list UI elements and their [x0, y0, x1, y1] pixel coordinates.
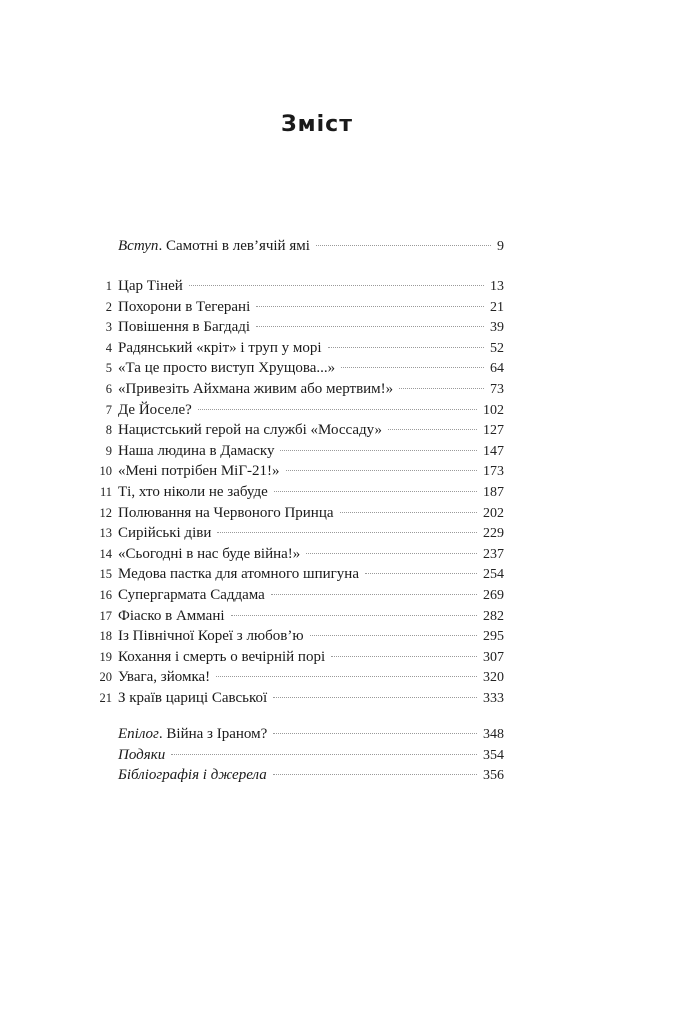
chapter-title: З країв цариці Савської	[118, 689, 268, 706]
chapter-number: 3	[105, 320, 112, 335]
chapter-number: 8	[105, 423, 112, 438]
backmatter-title-text: . Війна з Іраном?	[158, 726, 268, 742]
toc-chapter-row	[90, 626, 504, 647]
toc-chapter-row	[90, 482, 504, 503]
chapter-number: 14	[99, 546, 112, 561]
toc-page-number: 64	[490, 361, 504, 377]
toc-page-number: 348	[483, 727, 504, 742]
toc-chapter-row	[90, 317, 504, 338]
toc-page-number: 127	[483, 423, 504, 439]
toc-page-number: 39	[490, 320, 504, 336]
chapter-title: Цар Тіней	[118, 278, 183, 294]
chapter-number: 16	[99, 587, 112, 602]
dot-leader	[273, 732, 477, 734]
chapter-title: Кохання і смерть о вечірній порі	[118, 648, 326, 665]
toc-chapter-row	[90, 297, 504, 318]
toc-chapter-row	[90, 647, 504, 668]
toc-page-number: 354	[483, 747, 504, 763]
dot-leader	[316, 244, 491, 246]
toc-chapter-row	[90, 585, 504, 606]
toc-page-number: 13	[490, 279, 504, 294]
toc-page-number: 102	[483, 402, 504, 418]
chapter-number: 18	[99, 629, 112, 644]
chapter-number: 4	[105, 340, 112, 355]
toc-chapter-row	[90, 441, 504, 462]
chapter-title: Полювання на Червоного Принца	[118, 504, 334, 521]
page-title: Зміст	[281, 112, 353, 137]
toc-page-number: 229	[483, 526, 504, 542]
toc-backmatter-section	[90, 724, 504, 786]
backmatter-italic-label: Бібліографія і джерела	[118, 767, 267, 784]
chapter-number: 21	[99, 690, 112, 705]
toc-page-number: 21	[490, 299, 504, 315]
toc-chapter-row	[90, 420, 504, 441]
toc-entry-intro	[90, 236, 504, 257]
toc-page-number: 295	[483, 629, 504, 645]
toc-chapters-list	[90, 276, 504, 708]
dot-leader	[399, 387, 484, 389]
chapter-number: 9	[105, 443, 112, 458]
dot-leader	[310, 634, 477, 636]
dot-leader	[274, 490, 477, 492]
chapter-number: 20	[99, 670, 112, 685]
toc-chapter-row	[90, 688, 504, 709]
chapter-number: 7	[105, 402, 112, 417]
backmatter-title	[90, 724, 267, 745]
toc-page-number: 320	[483, 670, 504, 686]
toc-chapter-row	[90, 338, 504, 359]
chapter-title: Увага, зйомка!	[118, 669, 211, 686]
chapter-number: 1	[105, 279, 112, 293]
toc-chapter-row	[90, 523, 504, 544]
chapter-title: Повішення в Багдаді	[118, 319, 251, 336]
chapter-title: «Привезіть Айхмана живим або мертвим!»	[118, 380, 394, 397]
chapter-title: «Сьогодні в нас буде війна!»	[118, 545, 301, 562]
chapter-number: 6	[105, 381, 112, 396]
intro-italic-label: Вступ	[118, 238, 159, 254]
chapter-title: Сирійські діви	[118, 525, 212, 542]
backmatter-title	[90, 745, 165, 766]
toc-page-number: 269	[483, 587, 504, 603]
dot-leader	[189, 284, 484, 286]
chapter-number: 17	[99, 608, 112, 623]
toc-page-number: 254	[483, 567, 504, 583]
chapter-title: Медова пастка для атомного шпигуна	[118, 566, 359, 583]
chapter-number: 13	[99, 526, 112, 541]
dot-leader	[340, 511, 477, 513]
chapter-title: Ті, хто ніколи не забуде	[118, 483, 268, 500]
toc-intro-section	[90, 236, 504, 257]
backmatter-italic-label: Подяки	[118, 746, 166, 763]
dot-leader	[171, 753, 477, 755]
chapter-number: 10	[99, 464, 112, 479]
backmatter-title	[90, 765, 267, 786]
dot-leader	[328, 346, 484, 348]
toc-page-number: 333	[483, 690, 504, 706]
dot-leader	[256, 305, 484, 307]
toc-page-number: 147	[483, 443, 504, 459]
toc-page-number: 173	[483, 464, 504, 480]
dot-leader	[286, 469, 477, 471]
chapter-number: 11	[99, 484, 112, 499]
toc-page-number: 202	[483, 505, 504, 521]
dot-leader	[198, 408, 477, 410]
toc-page-number: 307	[483, 649, 504, 665]
toc-page-number: 52	[490, 340, 504, 356]
dot-leader	[306, 552, 477, 554]
chapter-title: Радянський «кріт» і труп у морі	[118, 339, 322, 356]
chapter-title: Наша людина в Дамаску	[118, 442, 275, 459]
chapter-title: Супергармата Саддама	[118, 586, 265, 603]
dot-leader	[231, 614, 477, 616]
dot-leader	[273, 773, 477, 775]
chapter-title: «Та це просто виступ Хрущова...»	[118, 360, 336, 377]
toc-chapter-row	[90, 400, 504, 421]
chapter-title: Із Північної Кореї з любов’ю	[118, 628, 304, 645]
toc-page-number: 187	[483, 484, 504, 500]
toc-chapter-row	[90, 276, 504, 297]
chapter-number: 5	[105, 361, 112, 376]
toc-page-number: 73	[490, 381, 504, 397]
chapter-title: Нацистський герой на службі «Моссаду»	[118, 422, 383, 439]
toc-chapter-row	[90, 461, 504, 482]
toc-chapter-row	[90, 606, 504, 627]
toc-chapter-row	[90, 503, 504, 524]
dot-leader	[256, 325, 484, 327]
dot-leader	[271, 593, 477, 595]
toc-chapter-row	[90, 358, 504, 379]
toc-page-number: 356	[483, 768, 504, 784]
dot-leader	[341, 366, 484, 368]
chapter-number: 15	[99, 567, 112, 582]
chapter-title: Де Йоселе?	[118, 401, 192, 418]
toc-page-number: 282	[483, 608, 504, 624]
toc-chapter-row	[90, 379, 504, 400]
dot-leader	[216, 675, 477, 677]
dot-leader	[365, 572, 477, 574]
dot-leader	[388, 428, 477, 430]
chapter-number: 12	[99, 505, 112, 520]
chapter-title: Фіаско в Аммані	[118, 607, 225, 624]
backmatter-italic-label: Епілог	[118, 726, 159, 742]
dot-leader	[217, 531, 477, 533]
dot-leader	[273, 696, 477, 698]
toc-page-number: 9	[497, 239, 504, 254]
toc-backmatter-row	[90, 724, 504, 745]
dot-leader	[280, 449, 477, 451]
toc-page-number: 237	[483, 546, 504, 562]
toc-entry-title	[90, 236, 310, 257]
chapter-title: «Мені потрібен МіГ-21!»	[118, 463, 280, 480]
toc-backmatter-row	[90, 765, 504, 786]
chapter-title: Похорони в Тегерані	[118, 298, 251, 315]
intro-title-text: . Самотні в лев’ячій ямі	[158, 238, 310, 254]
toc-backmatter-row	[90, 745, 504, 766]
dot-leader	[331, 655, 477, 657]
toc-chapter-row	[90, 667, 504, 688]
chapter-number: 19	[99, 649, 112, 664]
toc-chapter-row	[90, 564, 504, 585]
chapter-number: 2	[105, 299, 112, 314]
toc-chapter-row	[90, 544, 504, 565]
